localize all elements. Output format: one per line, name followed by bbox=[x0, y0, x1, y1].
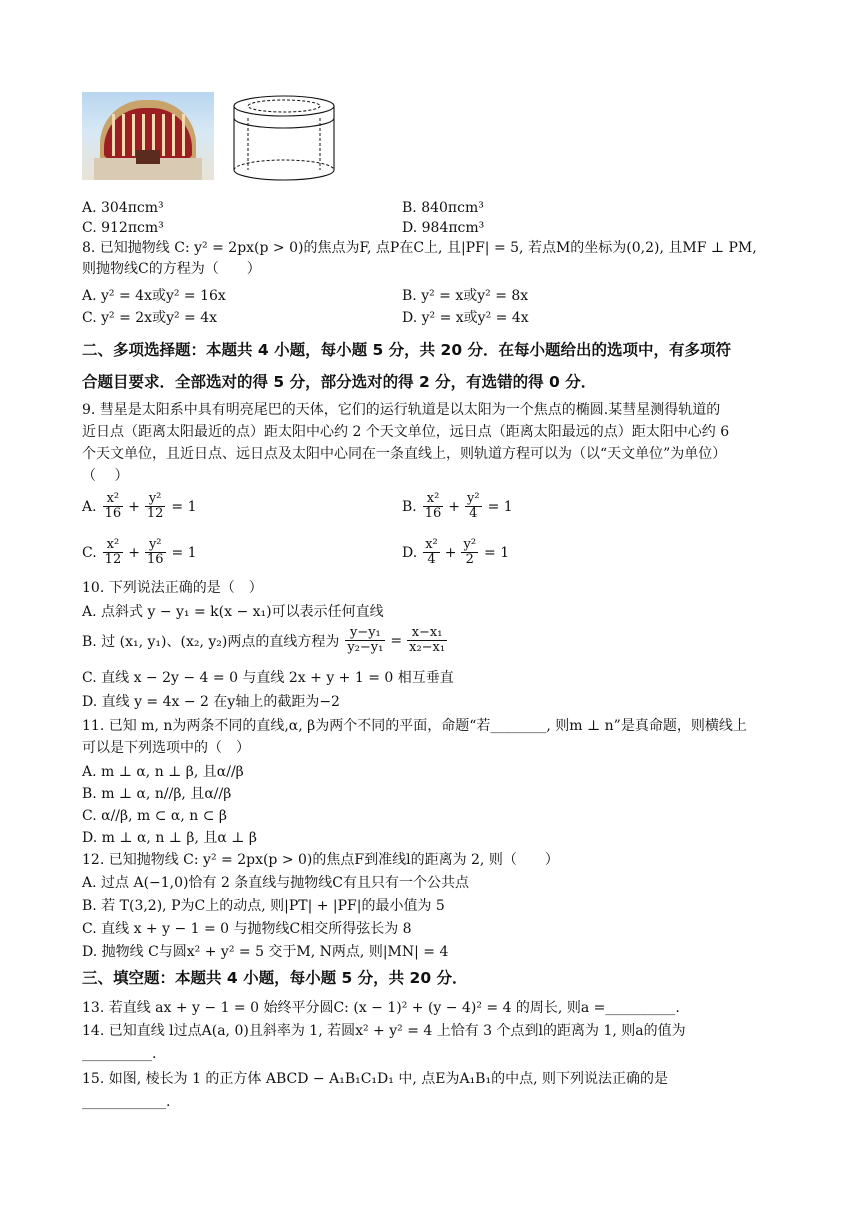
building-photo-icon bbox=[82, 92, 214, 180]
q11-option-c: C. α//β, m ⊂ α, n ⊂ β bbox=[82, 808, 227, 824]
q7-option-d: D. 984πcm³ bbox=[402, 220, 485, 236]
q9-stem-line2: 近日点（距离太阳最近的点）距太阳中心约 2 个天文单位，远日点（距离太阳最远的点）距太阳中心约 6 bbox=[82, 424, 730, 440]
q15-stem-line1: 15. 如图, 棱长为 1 的正方体 ABCD − A₁B₁C₁D₁ 中, 点E为A₁B₁的中点, 则下列说法正确的是 bbox=[82, 1071, 668, 1087]
q9-stem-line1: 9. 彗星是太阳系中具有明亮尾巴的天体，它们的运行轨道是以太阳为一个焦点的椭圆.某彗星测得轨道的 bbox=[82, 402, 721, 418]
q9-stem-line4: （ ） bbox=[82, 468, 129, 484]
q8-option-b: B. y² = x或y² = 8x bbox=[402, 288, 529, 304]
q12-option-d: D. 抛物线 C与圆x² + y² = 5 交于M, N两点, 则|MN| = 4 bbox=[82, 944, 449, 960]
q7-option-b: B. 840πcm³ bbox=[402, 200, 484, 216]
q15-stem-line2: ____________. bbox=[82, 1094, 171, 1110]
q7-option-c: C. 912πcm³ bbox=[82, 220, 164, 236]
section2-heading-line2: 合题目要求．全部选对的得 5 分，部分选对的得 2 分，有选错的得 0 分． bbox=[82, 373, 597, 391]
q9-stem-line3: 个天文单位，且近日点、远日点及太阳中心同在一条直线上，则轨道方程可以为（以“天文单位”为单位） bbox=[82, 446, 727, 462]
cylinder-ring-solid-icon bbox=[228, 94, 340, 184]
q8-option-a: A. y² = 4x或y² = 16x bbox=[82, 288, 226, 304]
section2-heading-line1: 二、多项选择题：本题共 4 小题，每小题 5 分，共 20 分．在每小题给出的选项中，有多项符 bbox=[82, 341, 732, 359]
q11-option-a: A. m ⊥ α, n ⊥ β, 且α//β bbox=[82, 764, 244, 780]
q12-option-c: C. 直线 x + y − 1 = 0 与抛物线C相交所得弦长为 8 bbox=[82, 921, 412, 937]
q11-option-d: D. m ⊥ α, n ⊥ β, 且α ⊥ β bbox=[82, 830, 258, 846]
q9-option-a: A. $\frac{\text{x²}}{16}$ + $\frac{\text{y²}}{12}$ = 1 bbox=[82, 491, 197, 521]
q10-option-a: A. 点斜式 y − y₁ = k(x − x₁)可以表示任何直线 bbox=[82, 604, 384, 620]
section3-heading: 三、填空题：本题共 4 小题，每小题 5 分，共 20 分． bbox=[82, 969, 468, 987]
q8-option-c: C. y² = 2x或y² = 4x bbox=[82, 310, 218, 326]
q8-stem-line2: 则抛物线C的方程为（ ） bbox=[82, 261, 261, 277]
q10-option-d: D. 直线 y = 4x − 2 在y轴上的截距为−2 bbox=[82, 694, 340, 710]
q9-option-c: C. $\frac{\text{x²}}{12}$ + $\frac{\text{y²}}{16}$ = 1 bbox=[82, 537, 197, 567]
q8-stem-line1: 8. 已知抛物线 C: y² = 2px(p > 0)的焦点为F, 点P在C上, 且|PF| = 5, 若点M的坐标为(0,2), 且MF ⊥ PM, bbox=[82, 240, 757, 256]
q12-option-a: A. 过点 A(−1,0)恰有 2 条直线与抛物线C有且只有一个公共点 bbox=[82, 875, 470, 891]
q9-option-b: B. $\frac{\text{x²}}{16}$ + $\frac{\text{y²}}{4}$ = 1 bbox=[402, 491, 513, 521]
q11-stem-line2: 可以是下列选项中的（ ） bbox=[82, 740, 250, 756]
q7-option-a: A. 304πcm³ bbox=[82, 200, 164, 216]
q13-stem: 13. 若直线 ax + y − 1 = 0 始终平分圆C: (x − 1)² + (y − 4)² = 4 的周长, 则a =__________. bbox=[82, 1000, 680, 1016]
q11-option-b: B. m ⊥ α, n//β, 且α//β bbox=[82, 786, 232, 802]
q11-stem-line1: 11. 已知 m, n为两条不同的直线,α, β为两个不同的平面，命题“若________, 则m ⊥ n”是真命题，则横线上 bbox=[82, 718, 747, 734]
q10-stem: 10. 下列说法正确的是（ ） bbox=[82, 580, 263, 596]
q14-stem-line2: __________. bbox=[82, 1046, 157, 1062]
q12-stem: 12. 已知抛物线 C: y² = 2px(p > 0)的焦点F到准线l的距离为 2, 则（ ） bbox=[82, 852, 559, 868]
q8-option-d: D. y² = x或y² = 4x bbox=[402, 310, 529, 326]
q10-option-c: C. 直线 x − 2y − 4 = 0 与直线 2x + y + 1 = 0 相互垂直 bbox=[82, 670, 454, 686]
q10-option-b: B. 过 (x₁, y₁)、(x₂, y₂)两点的直线方程为 $\frac{\text{y−y₁}}{\text{y₂−y₁}}$ = $\frac{\text{x−x₁}}{\text{x₂−x₁}}$ bbox=[82, 625, 446, 655]
q12-option-b: B. 若 T(3,2), P为C上的动点, 则|PT| + |PF|的最小值为 5 bbox=[82, 898, 445, 914]
q14-stem-line1: 14. 已知直线 l过点A(a, 0)且斜率为 1, 若圆x² + y² = 4 上恰有 3 个点到l的距离为 1, 则a的值为 bbox=[82, 1023, 686, 1039]
q9-option-d: D. $\frac{\text{x²}}{4}$ + $\frac{\text{y²}}{2}$ = 1 bbox=[402, 537, 510, 567]
